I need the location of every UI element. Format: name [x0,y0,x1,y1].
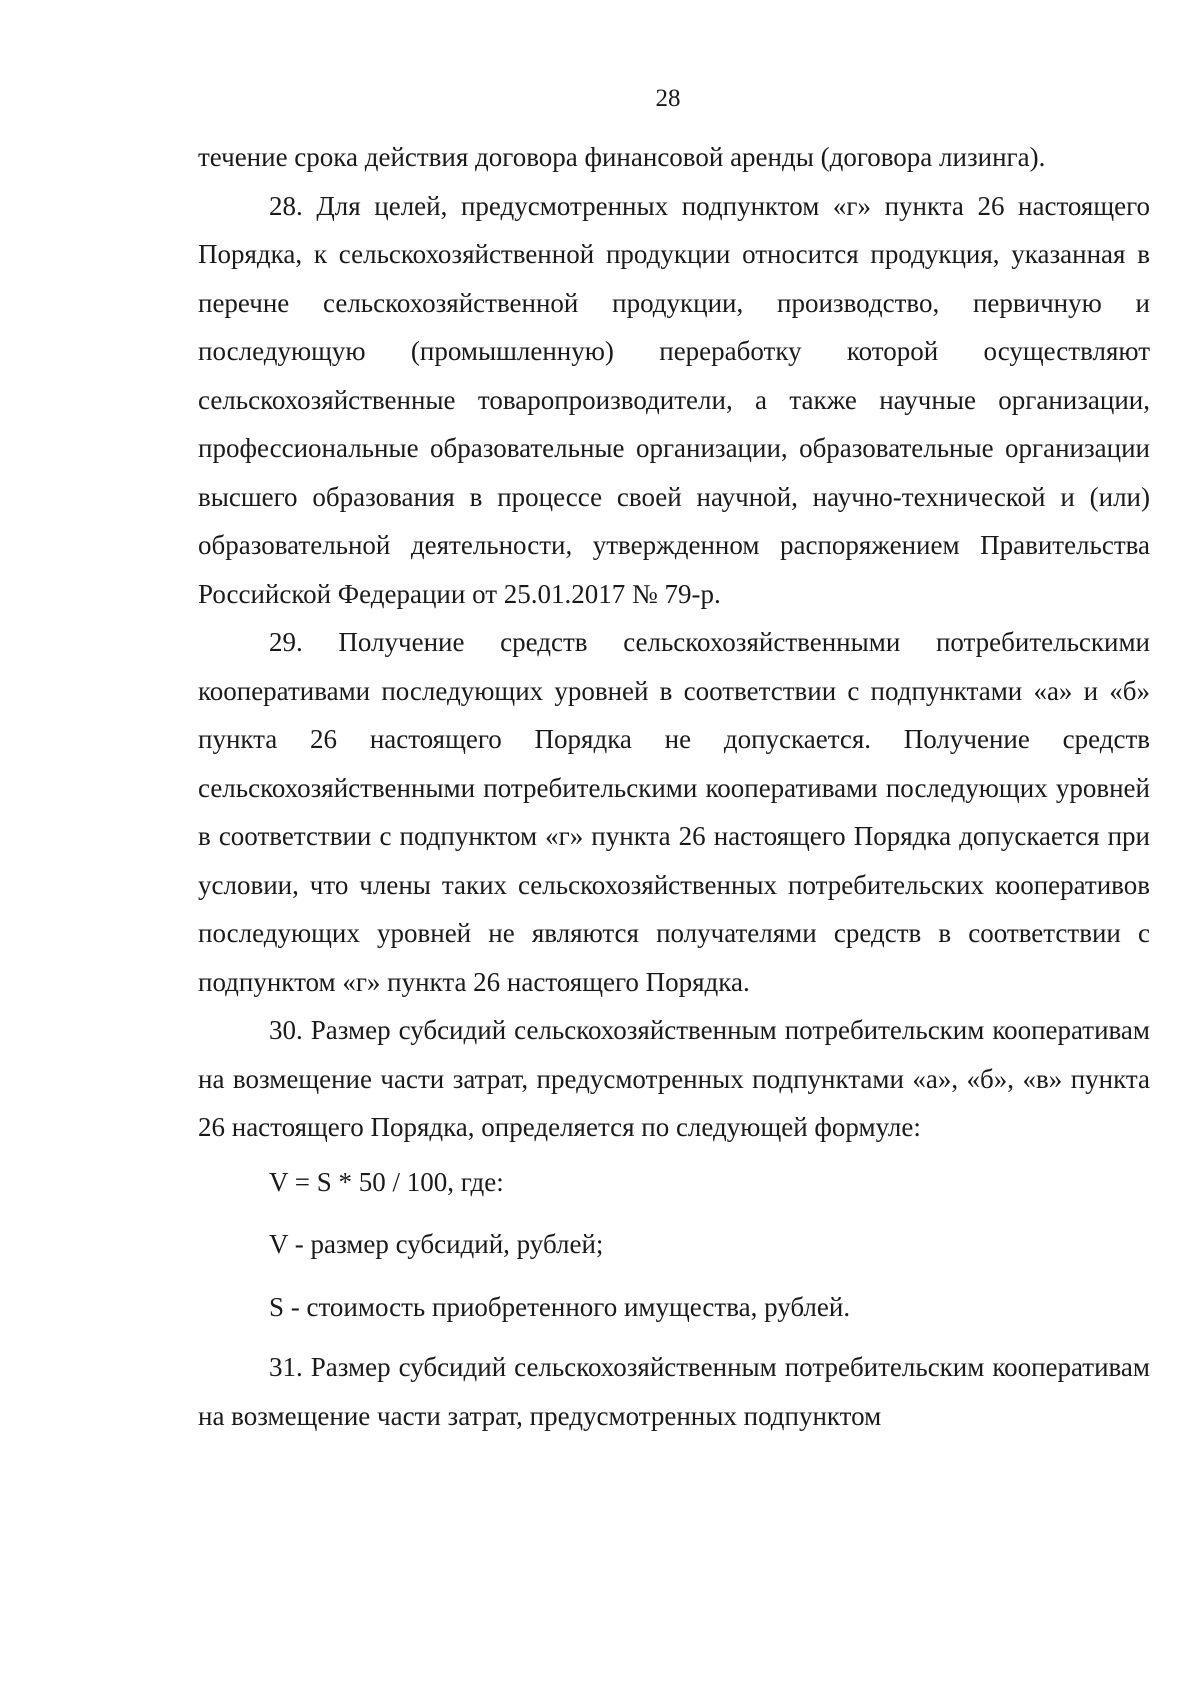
paragraph-28: 28. Для целей, предусмотренных подпунктом «г» пункта 26 настоящего Порядка, к сельскохозяйственной продукции относится продукция, указанная в перечне сельскохозяйственной продукции, производство, первичную и последующую (промышленную) переработку которой осуществляют сельскохозяйственные товаропроизводители, а также научные организации, профессиональные образовательные организации, образовательные организации высшего образования в процессе своей научной, научно-технической и (или) образовательной деятельности, утвержденном распоряжением Правительства Российской Федерации от 25.01.2017 № 79-р. [198,190,1150,609]
paragraph-29: 29. Получение средств сельскохозяйственными потребительскими кооперативами последующих уровней в соответствии с подпунктами «а» и «б» пункта 26 настоящего Порядка не допускается. Получение средств сельскохозяйственными потребительскими кооперативами последующих уровней в соответствии с подпунктом «г» пункта 26 настоящего Порядка допускается при условии, что члены таких сельскохозяйственных потребительских кооперативов последующих уровней не являются получателями средств в соответствии с подпунктом «г» пункта 26 настоящего Порядка. [198,627,1150,997]
paragraph-31: 31. Размер субсидий сельскохозяйственным потребительским кооперативам на возмещение части затрат, предусмотренных подпунктом [198,1352,1150,1431]
definition-v: V - размер субсидий, рублей; [269,1229,604,1259]
formula: V = S * 50 / 100, где: [269,1166,504,1197]
paragraph-30: 30. Размер субсидий сельскохозяйственным потребительским кооперативам на возмещение части затрат, предусмотренных подпунктами «а», «б», «в» пункта 26 настоящего Порядка, определяется по следующей формуле: [198,1015,1150,1142]
page-number: 28 [655,85,681,112]
definition-s: S - стоимость приобретенного имущества, рублей. [269,1291,851,1322]
paragraph-continuation: течение срока действия договора финансовой аренды (договора лизинга). [198,142,1046,172]
document-body [198,133,1150,1440]
